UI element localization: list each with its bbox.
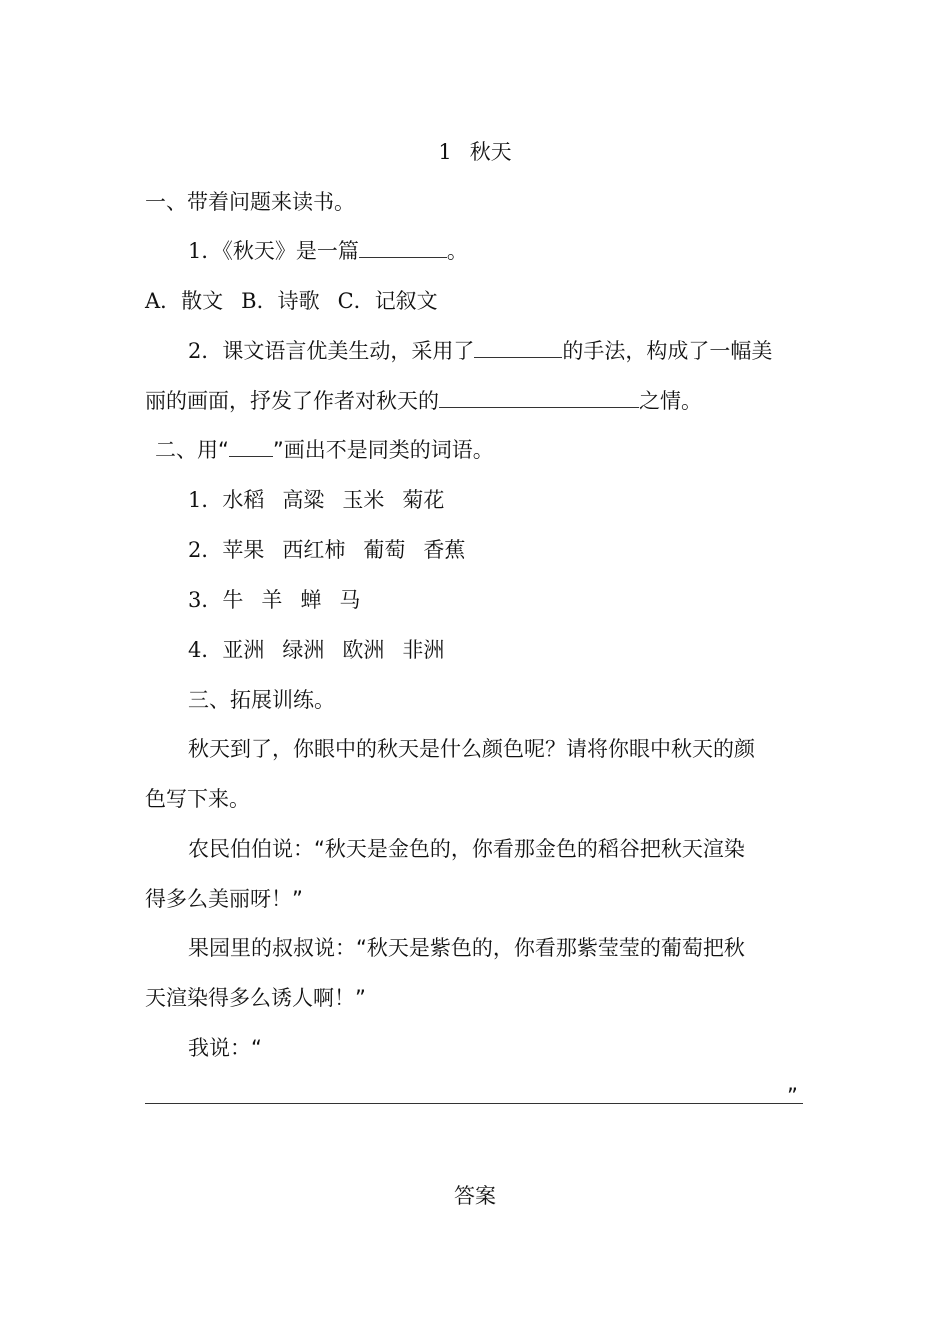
lesson-number: 1 bbox=[438, 140, 452, 164]
word-group-4: 4．亚洲 绿洲 欧洲 非洲 bbox=[188, 638, 445, 662]
word-group-1: 1．水稻 高粱 玉米 菊花 bbox=[188, 488, 445, 512]
word[interactable]: 水稻 bbox=[222, 488, 265, 512]
option-a[interactable]: 散文 bbox=[181, 289, 224, 313]
closing-quote: ” bbox=[787, 1084, 798, 1108]
option-c[interactable]: 记叙文 bbox=[374, 289, 438, 313]
word[interactable]: 羊 bbox=[261, 588, 283, 612]
section2-heading: 二、用“ ”画出不是同类的词语。 bbox=[155, 438, 494, 462]
paragraph-2-line2: 得多么美丽呀！” bbox=[145, 887, 303, 911]
word[interactable]: 蝉 bbox=[300, 588, 322, 612]
word[interactable]: 马 bbox=[339, 588, 361, 612]
page-title bbox=[0, 138, 950, 166]
question-1-2-line1: 2．课文语言优美生动，采用了 的手法，构成了一幅美 bbox=[188, 339, 773, 363]
word[interactable]: 绿洲 bbox=[282, 638, 325, 662]
option-b[interactable]: 诗歌 bbox=[277, 289, 320, 313]
word-group-2: 2．苹果 西红柿 葡萄 香蕉 bbox=[188, 538, 466, 562]
word[interactable]: 非洲 bbox=[402, 638, 445, 662]
word[interactable]: 玉米 bbox=[342, 488, 385, 512]
answer-blank-3[interactable] bbox=[439, 387, 639, 408]
paragraph-3-line1: 果园里的叔叔说：“秋天是紫色的，你看那紫莹莹的葡萄把秋 bbox=[188, 936, 745, 960]
word[interactable]: 亚洲 bbox=[222, 638, 265, 662]
paragraph-2-line1: 农民伯伯说：“秋天是金色的，你看那金色的稻谷把秋天渲染 bbox=[188, 837, 745, 861]
question-1-1-options: A．散文 B．诗歌 C．记叙文 bbox=[145, 289, 438, 313]
word[interactable]: 高粱 bbox=[282, 488, 325, 512]
question-1-1: 1．《秋天》是一篇 。 bbox=[188, 239, 468, 263]
section3-heading: 三、拓展训练。 bbox=[188, 688, 335, 712]
word[interactable]: 牛 bbox=[222, 588, 244, 612]
word[interactable]: 苹果 bbox=[222, 538, 265, 562]
answer-heading: 答案 bbox=[454, 1184, 496, 1208]
paragraph-1-line1: 秋天到了，你眼中的秋天是什么颜色呢？请将你眼中秋天的颜 bbox=[188, 737, 755, 761]
word[interactable]: 西红柿 bbox=[282, 538, 346, 562]
lesson-title: 秋天 bbox=[469, 140, 512, 164]
word-group-3: 3．牛 羊 蝉 马 bbox=[188, 588, 361, 612]
section1-heading: 一、带着问题来读书。 bbox=[145, 190, 355, 214]
paragraph-4-prompt: 我说：“ bbox=[188, 1036, 262, 1060]
writing-line[interactable] bbox=[145, 1103, 803, 1104]
word[interactable]: 葡萄 bbox=[363, 538, 406, 562]
underline-sample bbox=[229, 436, 273, 457]
answer-blank-1[interactable] bbox=[359, 237, 447, 258]
answer-blank-2[interactable] bbox=[474, 337, 562, 358]
word[interactable]: 香蕉 bbox=[423, 538, 466, 562]
paragraph-1-line2: 色写下来。 bbox=[145, 787, 250, 811]
word[interactable]: 菊花 bbox=[402, 488, 445, 512]
question-1-2-line2: 丽的画面，抒发了作者对秋天的 之情。 bbox=[145, 389, 702, 413]
word[interactable]: 欧洲 bbox=[342, 638, 385, 662]
paragraph-3-line2: 天渲染得多么诱人啊！” bbox=[145, 986, 366, 1010]
